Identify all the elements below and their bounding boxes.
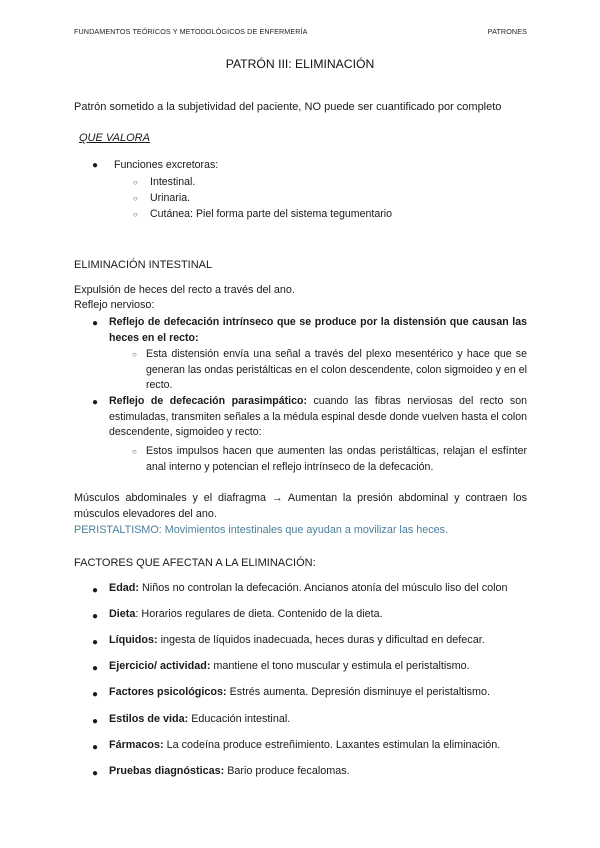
bullet-dot-icon: ● — [92, 160, 99, 171]
intestinal-line-1: Expulsión de heces del recto a través del ano. — [74, 284, 295, 296]
circle-bullet-icon: ○ — [133, 210, 138, 219]
intestinal-heading: ELIMINACIÓN INTESTINAL — [74, 259, 213, 271]
factor-item: Pruebas diagnósticas: Bario produce fecalomas. — [109, 765, 350, 777]
circle-bullet-icon: ○ — [132, 447, 137, 456]
factor-item: Fármacos: La codeína produce estreñimiento. Laxantes estimulan la eliminación. — [109, 739, 501, 751]
header-right: PATRONES — [487, 27, 527, 36]
factor-item: Estilos de vida: Educación intestinal. — [109, 713, 291, 725]
reflex-parasympathetic: Reflejo de defecación parasimpático: cuando las fibras nerviosas del recto son estimuladas, transmiten señales a la médula espinal desde donde vuelven hasta el colon descendente, sigmoideo y recto: — [109, 395, 527, 438]
factor-item: Factores psicológicos: Estrés aumenta. Depresión disminuye el peristaltismo. — [109, 686, 491, 698]
reflex-intrinsic: Reflejo de defecación intrínseco que se produce por la distensión que causan las heces en el recto: — [109, 316, 527, 344]
bullet-dot-icon: ● — [92, 637, 99, 648]
circle-bullet-icon: ○ — [132, 350, 137, 359]
bullet-dot-icon: ● — [92, 768, 99, 779]
que-valora-heading: QUE VALORA — [79, 132, 150, 144]
bullet-dot-icon: ● — [92, 716, 99, 727]
bullet-dot-icon: ● — [92, 611, 99, 622]
reflex-intrinsic-detail: Esta distensión envía una señal a través del plexo mesentérico y hace que se generan las ondas peristálticas en el colon descendente, colon sigmoideo y en el recto. — [146, 348, 527, 391]
peristaltismo-definition: PERISTALTISMO: Movimientos intestinales que ayudan a movilizar las heces. — [74, 524, 449, 536]
bullet-dot-icon: ● — [92, 585, 99, 596]
intestinal-line-2: Reflejo nervioso: — [74, 299, 155, 311]
reflex-parasympathetic-detail: Estos impulsos hacen que aumenten las ondas peristálticas, relajan el esfínter anal interno y potencian el reflejo intrínseco de la defecación. — [146, 445, 527, 473]
factor-item: Líquidos: ingesta de líquidos inadecuada, heces duras y dificultad en defecar. — [109, 634, 485, 646]
bullet-dot-icon: ● — [92, 689, 99, 700]
bullet-dot-icon: ● — [92, 663, 99, 674]
muscles-text: Músculos abdominales y el diafragma → Aumentan la presión abdominal y contraen los músculos elevadores del ano. — [74, 492, 527, 520]
que-valora-sub-1: Intestinal. — [150, 176, 196, 188]
bullet-dot-icon: ● — [92, 742, 99, 753]
que-valora-sub-2: Urinaria. — [150, 192, 191, 204]
factor-item: Dieta: Horarios regulares de dieta. Contenido de la dieta. — [109, 608, 383, 620]
factor-item: Ejercicio/ actividad: mantiene el tono muscular y estimula el peristaltismo. — [109, 660, 470, 672]
header-left: FUNDAMENTOS TEÓRICOS Y METODOLÓGICOS DE ENFERMERÍA — [74, 27, 308, 36]
factor-item: Edad: Niños no controlan la defecación. Ancianos atonía del músculo liso del colon — [109, 582, 508, 594]
circle-bullet-icon: ○ — [133, 178, 138, 187]
intro-text: Patrón sometido a la subjetividad del paciente, NO puede ser cuantificado por completo — [74, 101, 502, 113]
circle-bullet-icon: ○ — [133, 194, 138, 203]
bullet-dot-icon: ● — [92, 397, 99, 408]
que-valora-main: Funciones excretoras: — [114, 159, 219, 171]
bullet-dot-icon: ● — [92, 318, 99, 329]
page-title: PATRÓN III: ELIMINACIÓN — [225, 57, 375, 71]
factores-heading: FACTORES QUE AFECTAN A LA ELIMINACIÓN: — [74, 557, 316, 569]
que-valora-sub-3: Cutánea: Piel forma parte del sistema tegumentario — [150, 208, 393, 220]
